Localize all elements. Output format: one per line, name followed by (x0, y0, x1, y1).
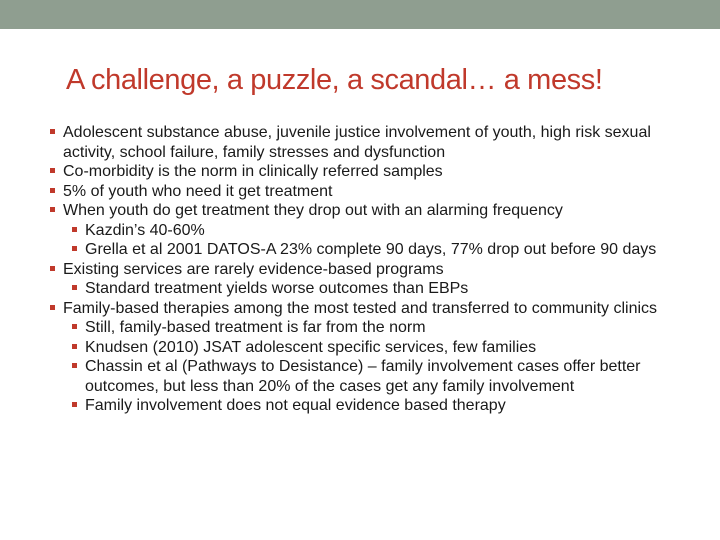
bullet-item (47, 162, 697, 182)
bullet-text: Grella et al 2001 DATOS-A 23% complete 90 days, 77% drop out before 90 days (85, 241, 657, 258)
square-bullet-icon (50, 305, 55, 310)
sub-bullet-item (47, 318, 697, 338)
square-bullet-icon (50, 168, 55, 173)
bullet-item (47, 201, 697, 221)
bullet-list (47, 123, 697, 416)
bullet-item (47, 299, 697, 319)
bullet-text: Standard treatment yields worse outcomes than EBPs (85, 280, 469, 297)
bullet-text: Adolescent substance abuse, juvenile justice involvement of youth, high risk sexual activity, school failure, family stresses and dysfunction (63, 124, 651, 161)
square-bullet-icon (72, 324, 77, 329)
bullet-item (47, 123, 697, 162)
square-bullet-icon (72, 285, 77, 290)
square-bullet-icon (72, 246, 77, 251)
sub-bullet-item (47, 279, 697, 299)
bullet-text: Kazdin’s 40-60% (85, 221, 205, 239)
bullet-item (47, 260, 697, 280)
slide-title: A challenge, a puzzle, a scandal… a mess! (66, 64, 603, 96)
square-bullet-icon (50, 129, 55, 134)
bullet-text: Still, family-based treatment is far from the norm (85, 319, 426, 336)
sub-bullet-item (47, 338, 697, 358)
square-bullet-icon (50, 188, 55, 193)
square-bullet-icon (72, 402, 77, 407)
bullet-item (47, 182, 697, 202)
bullet-text: Knudsen (2010) JSAT adolescent specific services, few families (85, 338, 537, 356)
square-bullet-icon (72, 363, 77, 368)
square-bullet-icon (50, 207, 55, 212)
sub-bullet-item (47, 357, 697, 396)
bullet-text: Family involvement does not equal evidence based therapy (85, 397, 506, 414)
square-bullet-icon (72, 344, 77, 349)
sub-bullet-item (47, 240, 697, 260)
bullet-text: 5% of youth who need it get treatment (63, 182, 333, 200)
sub-bullet-item (47, 221, 697, 241)
square-bullet-icon (50, 266, 55, 271)
bullet-text: Family-based therapies among the most tested and transferred to community clinics (63, 299, 658, 317)
square-bullet-icon (72, 227, 77, 232)
sub-bullet-item (47, 396, 697, 416)
bullet-text: Chassin et al (Pathways to Desistance) – family involvement cases offer better outcomes, but less than 20% of the cases get any family involvement (85, 358, 641, 395)
bullet-text: Existing services are rarely evidence-based programs (63, 260, 444, 278)
bullet-text: When youth do get treatment they drop out with an alarming frequency (63, 202, 563, 219)
bullet-text: Co-morbidity is the norm in clinically referred samples (63, 163, 443, 180)
top-decorative-band (0, 0, 720, 29)
